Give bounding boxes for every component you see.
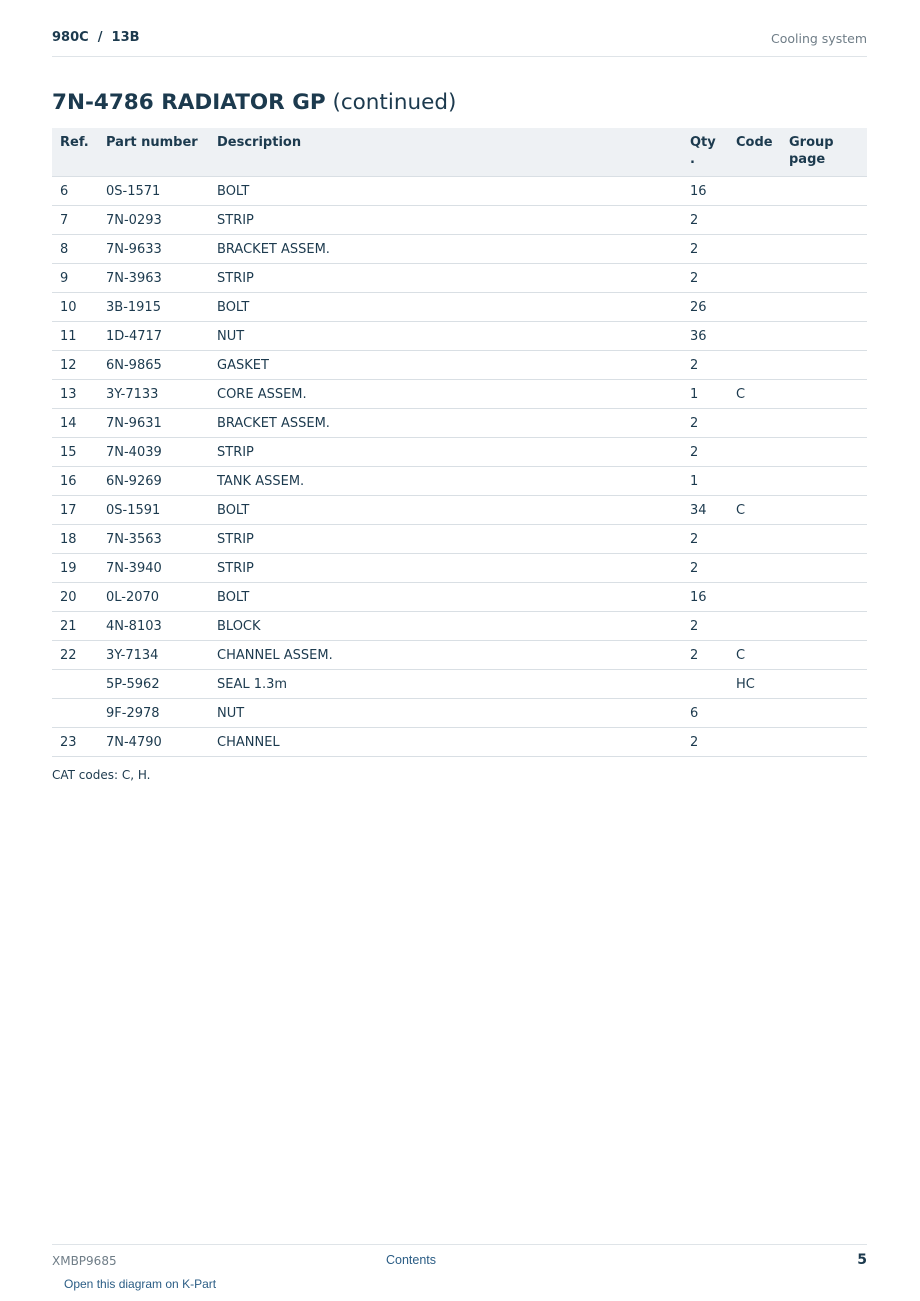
cell-qty: 2 bbox=[682, 728, 728, 757]
model-label: 980C / 13B bbox=[52, 30, 140, 45]
cell-part-number: 3Y-7133 bbox=[98, 380, 209, 409]
cell-description: CHANNEL ASSEM. bbox=[209, 641, 682, 670]
cell-ref: 18 bbox=[52, 525, 98, 554]
cell-part-number: 7N-0293 bbox=[98, 206, 209, 235]
cell-part-number: 3Y-7134 bbox=[98, 641, 209, 670]
col-part-number: Part number bbox=[98, 128, 209, 177]
cell-part-number: 1D-4717 bbox=[98, 322, 209, 351]
cell-ref: 9 bbox=[52, 264, 98, 293]
table-row bbox=[52, 467, 867, 496]
cell-qty: 2 bbox=[682, 351, 728, 380]
cell-group-page bbox=[781, 641, 867, 670]
table-row bbox=[52, 235, 867, 264]
cell-part-number: 9F-2978 bbox=[98, 699, 209, 728]
cat-codes-note: CAT codes: C, H. bbox=[52, 768, 151, 782]
cell-ref: 22 bbox=[52, 641, 98, 670]
cell-code bbox=[728, 438, 781, 467]
cell-description: STRIP bbox=[209, 438, 682, 467]
cell-group-page bbox=[781, 264, 867, 293]
cell-group-page bbox=[781, 177, 867, 206]
cell-qty: 36 bbox=[682, 322, 728, 351]
cell-ref: 19 bbox=[52, 554, 98, 583]
cell-ref: 16 bbox=[52, 467, 98, 496]
cell-group-page bbox=[781, 728, 867, 757]
cell-group-page bbox=[781, 206, 867, 235]
table-row bbox=[52, 438, 867, 467]
cell-part-number: 5P-5962 bbox=[98, 670, 209, 699]
cell-qty: 2 bbox=[682, 409, 728, 438]
cell-description: SEAL 1.3m bbox=[209, 670, 682, 699]
cell-code: C bbox=[728, 380, 781, 409]
cell-group-page bbox=[781, 612, 867, 641]
cell-qty: 2 bbox=[682, 235, 728, 264]
table-row bbox=[52, 670, 867, 699]
cell-description: BRACKET ASSEM. bbox=[209, 235, 682, 264]
cell-qty: 1 bbox=[682, 467, 728, 496]
page-title bbox=[52, 90, 456, 115]
cell-code bbox=[728, 728, 781, 757]
col-description: Description bbox=[209, 128, 682, 177]
cell-code bbox=[728, 525, 781, 554]
cell-code bbox=[728, 235, 781, 264]
cell-group-page bbox=[781, 554, 867, 583]
cell-description: BOLT bbox=[209, 293, 682, 322]
cell-qty: 2 bbox=[682, 438, 728, 467]
cell-code: C bbox=[728, 641, 781, 670]
cell-part-number: 4N-8103 bbox=[98, 612, 209, 641]
cell-group-page bbox=[781, 467, 867, 496]
col-ref: Ref. bbox=[52, 128, 98, 177]
cell-group-page bbox=[781, 438, 867, 467]
cell-qty: 16 bbox=[682, 583, 728, 612]
table-row bbox=[52, 293, 867, 322]
page-footer bbox=[52, 1244, 867, 1301]
parts-table-body bbox=[52, 177, 867, 757]
cell-group-page bbox=[781, 583, 867, 612]
cell-code bbox=[728, 351, 781, 380]
cell-code bbox=[728, 612, 781, 641]
cell-part-number: 7N-3963 bbox=[98, 264, 209, 293]
cell-part-number: 7N-4039 bbox=[98, 438, 209, 467]
cell-qty: 34 bbox=[682, 496, 728, 525]
table-row bbox=[52, 351, 867, 380]
cell-description: CORE ASSEM. bbox=[209, 380, 682, 409]
table-row bbox=[52, 612, 867, 641]
cell-group-page bbox=[781, 380, 867, 409]
col-group-page: Group page bbox=[781, 128, 867, 177]
cell-description: BLOCK bbox=[209, 612, 682, 641]
cell-qty: 2 bbox=[682, 612, 728, 641]
cell-code bbox=[728, 293, 781, 322]
cell-code bbox=[728, 177, 781, 206]
page-header bbox=[52, 28, 867, 57]
cell-ref: 8 bbox=[52, 235, 98, 264]
table-row bbox=[52, 583, 867, 612]
open-kpart-link[interactable]: Open this diagram on K-Part bbox=[64, 1277, 217, 1291]
cell-ref: 12 bbox=[52, 351, 98, 380]
table-row bbox=[52, 409, 867, 438]
cell-part-number: 7N-3563 bbox=[98, 525, 209, 554]
cell-description: STRIP bbox=[209, 554, 682, 583]
col-qty: Qty . bbox=[682, 128, 728, 177]
cell-qty: 16 bbox=[682, 177, 728, 206]
table-row bbox=[52, 264, 867, 293]
cell-qty: 6 bbox=[682, 699, 728, 728]
cell-ref: 15 bbox=[52, 438, 98, 467]
cell-group-page bbox=[781, 409, 867, 438]
cell-description: STRIP bbox=[209, 525, 682, 554]
cell-part-number: 0S-1571 bbox=[98, 177, 209, 206]
page-number: 5 bbox=[857, 1252, 867, 1268]
cell-ref: 14 bbox=[52, 409, 98, 438]
cell-code bbox=[728, 206, 781, 235]
cell-part-number: 7N-9633 bbox=[98, 235, 209, 264]
cell-description: NUT bbox=[209, 699, 682, 728]
cell-part-number: 7N-4790 bbox=[98, 728, 209, 757]
cell-ref: 17 bbox=[52, 496, 98, 525]
cell-ref: 21 bbox=[52, 612, 98, 641]
cell-ref: 6 bbox=[52, 177, 98, 206]
table-row bbox=[52, 496, 867, 525]
cell-ref: 13 bbox=[52, 380, 98, 409]
cell-ref: 11 bbox=[52, 322, 98, 351]
cell-part-number: 6N-9865 bbox=[98, 351, 209, 380]
table-row bbox=[52, 728, 867, 757]
cell-qty: 26 bbox=[682, 293, 728, 322]
title-suffix: (continued) bbox=[325, 90, 457, 115]
parts-table bbox=[52, 128, 867, 757]
cell-qty: 2 bbox=[682, 554, 728, 583]
cell-group-page bbox=[781, 235, 867, 264]
cell-group-page bbox=[781, 670, 867, 699]
cell-qty: 2 bbox=[682, 525, 728, 554]
cell-group-page bbox=[781, 322, 867, 351]
cell-code: HC bbox=[728, 670, 781, 699]
document-id: XMBP9685 bbox=[52, 1254, 117, 1268]
cell-code bbox=[728, 322, 781, 351]
cell-description: NUT bbox=[209, 322, 682, 351]
cell-group-page bbox=[781, 293, 867, 322]
cell-part-number: 7N-9631 bbox=[98, 409, 209, 438]
cell-group-page bbox=[781, 351, 867, 380]
cell-qty bbox=[682, 670, 728, 699]
table-row bbox=[52, 177, 867, 206]
section-label: Cooling system bbox=[771, 31, 867, 46]
cell-group-page bbox=[781, 496, 867, 525]
table-row bbox=[52, 641, 867, 670]
cell-part-number: 7N-3940 bbox=[98, 554, 209, 583]
cell-part-number: 6N-9269 bbox=[98, 467, 209, 496]
table-row bbox=[52, 380, 867, 409]
cell-description: BOLT bbox=[209, 177, 682, 206]
cell-group-page bbox=[781, 525, 867, 554]
cell-description: STRIP bbox=[209, 264, 682, 293]
cell-part-number: 0L-2070 bbox=[98, 583, 209, 612]
table-row bbox=[52, 699, 867, 728]
cell-code bbox=[728, 583, 781, 612]
table-row bbox=[52, 322, 867, 351]
cell-code bbox=[728, 554, 781, 583]
table-row bbox=[52, 554, 867, 583]
cell-description: BOLT bbox=[209, 496, 682, 525]
cell-code bbox=[728, 264, 781, 293]
cell-ref: 10 bbox=[52, 293, 98, 322]
cell-qty: 2 bbox=[682, 641, 728, 670]
cell-ref bbox=[52, 670, 98, 699]
cell-ref: 20 bbox=[52, 583, 98, 612]
cell-description: BOLT bbox=[209, 583, 682, 612]
title-part-number: 7N-4786 RADIATOR GP bbox=[52, 90, 326, 115]
cell-qty: 1 bbox=[682, 380, 728, 409]
cell-description: CHANNEL bbox=[209, 728, 682, 757]
cell-ref: 7 bbox=[52, 206, 98, 235]
cell-part-number: 3B-1915 bbox=[98, 293, 209, 322]
table-row bbox=[52, 525, 867, 554]
cell-description: BRACKET ASSEM. bbox=[209, 409, 682, 438]
cell-code bbox=[728, 467, 781, 496]
cell-description: TANK ASSEM. bbox=[209, 467, 682, 496]
table-row bbox=[52, 206, 867, 235]
table-header-row bbox=[52, 128, 867, 177]
cell-qty: 2 bbox=[682, 206, 728, 235]
contents-link[interactable]: Contents bbox=[386, 1253, 437, 1267]
col-code: Code bbox=[728, 128, 781, 177]
cell-group-page bbox=[781, 699, 867, 728]
cell-code bbox=[728, 409, 781, 438]
cell-description: GASKET bbox=[209, 351, 682, 380]
cell-ref: 23 bbox=[52, 728, 98, 757]
cell-qty: 2 bbox=[682, 264, 728, 293]
cell-part-number: 0S-1591 bbox=[98, 496, 209, 525]
cell-code: C bbox=[728, 496, 781, 525]
cell-description: STRIP bbox=[209, 206, 682, 235]
cell-code bbox=[728, 699, 781, 728]
cell-ref bbox=[52, 699, 98, 728]
